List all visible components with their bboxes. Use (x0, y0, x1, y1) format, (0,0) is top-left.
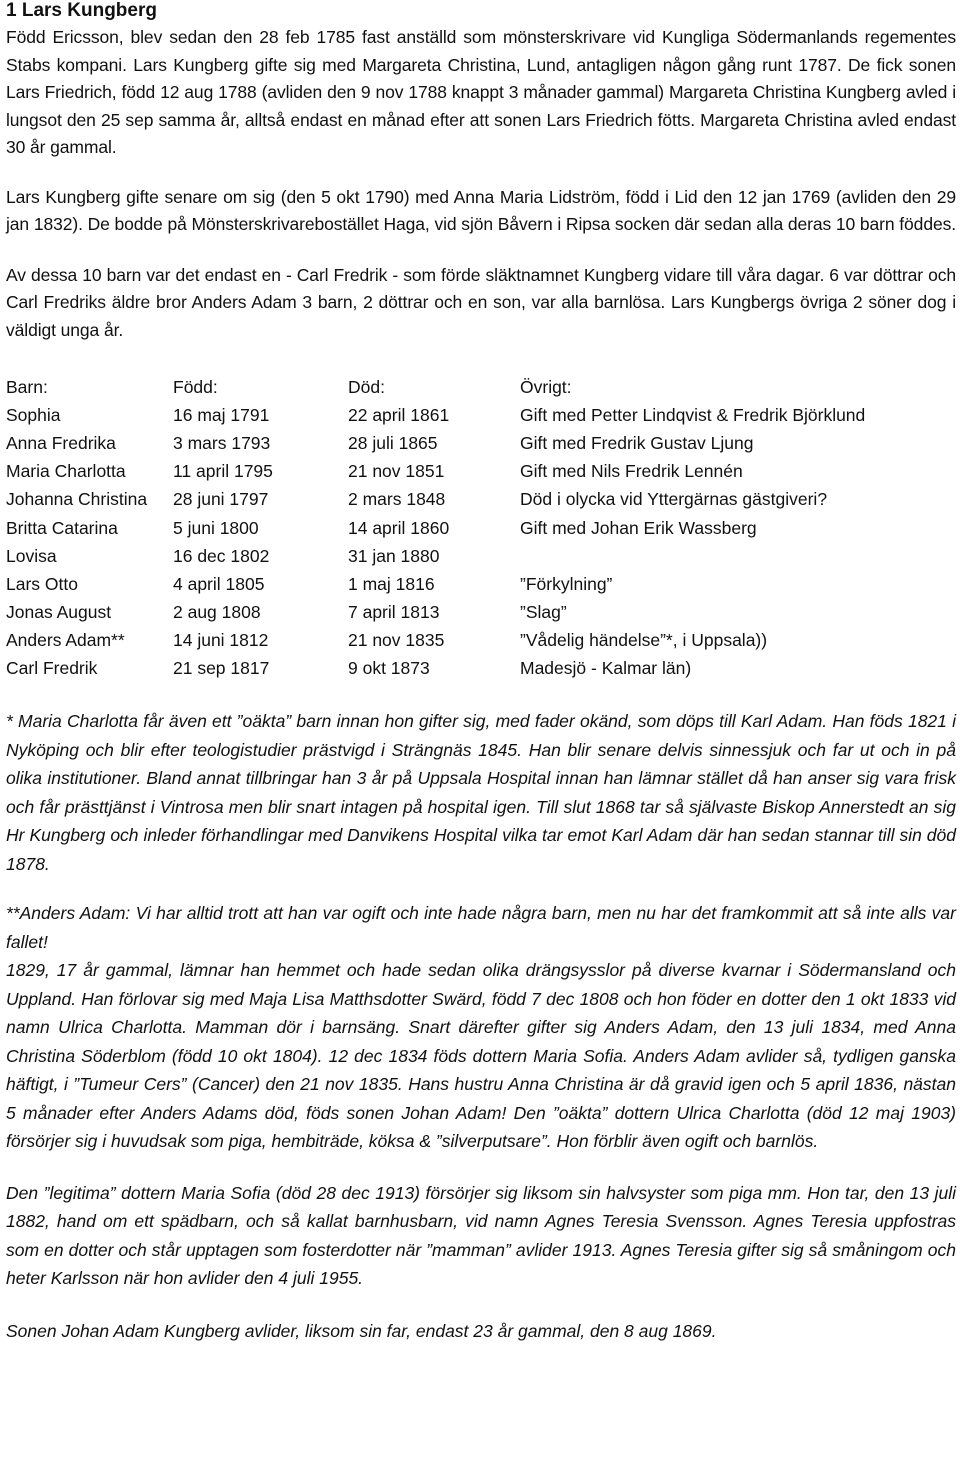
footnote-johan-adam: Sonen Johan Adam Kungberg avlider, liksom sin far, endast 23 år gammal, den 8 aug 1869. (6, 1320, 717, 1341)
child-born: 2 aug 1808 (173, 602, 261, 623)
header-born: Född: (173, 376, 218, 397)
child-name: Jonas August (6, 602, 112, 623)
intro-paragraph: Född Ericsson, blev sedan den 28 feb 1785 fast anställd som mönsterskrivare vid Kungliga Södermanlands regementes Stabs kompani. Lars Kungberg gifte sig med Margareta Christina, Lund, antagligen någon gång runt 1787. De fick sonen Lars Friedrich, född 12 aug 1788 (avliden den 9 nov 1788 knappt 3 månader gammal) Margareta Christina Kungberg avled i lungsot den 25 sep samma år, alltså endast en månad efter att sonen Lars Friedrich fötts. Margareta Christina avled endast 30 år gammal. (6, 27, 956, 157)
header-child: Barn: (6, 376, 48, 397)
child-name: Johanna Christina (6, 489, 148, 510)
footnote-maria-sofia: Den ”legitima” dottern Maria Sofia (död 28 dec 1913) försörjer sig liksom sin halvsyster som piga mm. Hon tar, den 13 juli 1882, hand om ett spädbarn, och så kallat barnhusbarn, vid namn Agnes Teresia Svensson. Agnes Teresia uppfostras som en dotter och står upptagen som fosterdotter när ”mamman” avlider 1913. Agnes Teresia gifter sig så småningom och heter Karlsson när hon avlider den 4 juli 1955. (6, 1182, 956, 1289)
table-row (6, 458, 865, 486)
table-row (6, 486, 865, 514)
child-other: Gift med Johan Erik Wassberg (520, 517, 757, 538)
child-other: Gift med Petter Lindqvist & Fredrik Björklund (520, 404, 866, 425)
table-row (6, 570, 865, 598)
child-born: 16 maj 1791 (173, 404, 270, 425)
child-born: 5 juni 1800 (173, 517, 259, 538)
child-name: Sophia (6, 404, 61, 425)
child-born: 4 april 1805 (173, 573, 265, 594)
child-other: Gift med Fredrik Gustav Ljung (520, 432, 754, 453)
child-died: 1 maj 1816 (348, 573, 435, 594)
child-died: 28 juli 1865 (348, 432, 438, 453)
child-name: Anders Adam** (6, 630, 125, 651)
child-name: Carl Fredrik (6, 658, 98, 679)
child-name: Lars Otto (6, 573, 78, 594)
child-name: Anna Fredrika (6, 432, 116, 453)
header-other: Övrigt: (520, 376, 572, 397)
child-died: 14 april 1860 (348, 517, 450, 538)
child-name: Britta Catarina (6, 517, 118, 538)
child-other: ”Förkylning” (520, 573, 613, 594)
table-row (6, 542, 865, 570)
children-summary-paragraph: Av dessa 10 barn var det endast en - Carl Fredrik - som förde släktnamnet Kungberg vidare till våra dagar. 6 var döttrar och Carl Fredriks äldre bror Anders Adam 3 barn, 2 döttrar och en son, var alla barnlösa. Lars Kungbergs övriga 2 söner dog i väldigt unga år. (6, 264, 956, 340)
footnote-anders-adam-intro: **Anders Adam: Vi har alltid trott att han var ogift och inte hade några barn, men nu har det framkommit att så inte alls var fallet! (6, 903, 956, 952)
table-header-row (6, 373, 865, 401)
child-died: 9 okt 1873 (348, 658, 430, 679)
child-other (520, 542, 865, 570)
child-other: Död i olycka vid Yttergärnas gästgiveri? (520, 489, 828, 510)
child-born: 28 juni 1797 (173, 489, 269, 510)
section-heading: 1 Lars Kungberg (6, 0, 157, 21)
footnote-maria-charlotta: * Maria Charlotta får även ett ”oäkta” barn innan hon gifter sig, med fader okänd, som döps till Karl Adam. Han föds 1821 i Nyköping och blir efter teologistudier prästvigd i Strängnäs 1845. Han blir senare delvis sinnessjuk och far ut och in på olika institutioner. Bland annat tillbringar han 3 år på Uppsala Hospital innan han lämnar stället då han anser sig vara frisk och får prästtjänst i Vintrosa men blir snart intagen på hospital igen. Till slut 1868 tar så självaste Biskop Annerstedt an sig Hr Kungberg och inleder förhandlingar med Danvikens Hospital vilka tar emot Karl Adam där han sedan stannar till sin död 1878. (6, 711, 956, 874)
table-row (6, 627, 865, 655)
child-born: 21 sep 1817 (173, 658, 270, 679)
child-born: 3 mars 1793 (173, 432, 271, 453)
table-row (6, 514, 865, 542)
table-row (6, 655, 865, 683)
child-other: ”Slag” (520, 602, 567, 623)
child-died: 31 jan 1880 (348, 545, 440, 566)
document-page (6, 0, 956, 1345)
child-born: 11 april 1795 (173, 461, 273, 482)
child-died: 21 nov 1835 (348, 630, 445, 651)
child-name: Maria Charlotta (6, 461, 126, 482)
child-died: 22 april 1861 (348, 404, 450, 425)
child-other: Madesjö - Kalmar län) (520, 658, 692, 679)
child-died: 2 mars 1848 (348, 489, 446, 510)
child-died: 7 april 1813 (348, 602, 440, 623)
header-died: Död: (348, 376, 385, 397)
footnote-anders-adam-story: 1829, 17 år gammal, lämnar han hemmet och hade sedan olika drängsysslor på diverse kvarnar i Södermansland och Uppland. Han förlovar sig med Maja Lisa Matthsdotter Swärd, född 7 dec 1808 och hon föder en dotter den 1 okt 1833 vid namn Ulrica Charlotta. Mamman dör i barnsäng. Snart därefter gifter sig Anders Adam, den 13 juli 1834, med Anna Christina Söderblom (född 10 okt 1804). 12 dec 1834 föds dottern Maria Sofia. Anders Adam avlider så, tydligen ganska häftigt, i ”Tumeur Cers” (Cancer) den 21 nov 1835. Hans hustru Anna Christina är då gravid igen och 5 april 1836, nästan 5 månader efter Anders Adams död, föds sonen Johan Adam! Den ”oäkta” dottern Ulrica Charlotta (död 12 maj 1903) försörjer sig i huvudsak som piga, hembiträde, köksa & ”silverputsare”. Hon förblir även ogift och barnlös. (6, 960, 956, 1152)
child-other: ”Vådelig händelse”*, i Uppsala)) (520, 630, 768, 651)
child-name: Lovisa (6, 545, 57, 566)
table-row (6, 599, 865, 627)
children-table (6, 373, 865, 683)
child-other: Gift med Nils Fredrik Lennén (520, 461, 743, 482)
table-row (6, 401, 865, 429)
table-row (6, 429, 865, 457)
child-born: 14 juni 1812 (173, 630, 269, 651)
child-died: 21 nov 1851 (348, 461, 445, 482)
second-marriage-paragraph: Lars Kungberg gifte senare om sig (den 5 okt 1790) med Anna Maria Lidström, född i Lid den 12 jan 1769 (avliden den 29 jan 1832). De bodde på Mönsterskrivarebostället Haga, vid sjön Båvern i Ripsa socken där sedan alla deras 10 barn föddes. (6, 186, 956, 234)
child-born: 16 dec 1802 (173, 545, 270, 566)
